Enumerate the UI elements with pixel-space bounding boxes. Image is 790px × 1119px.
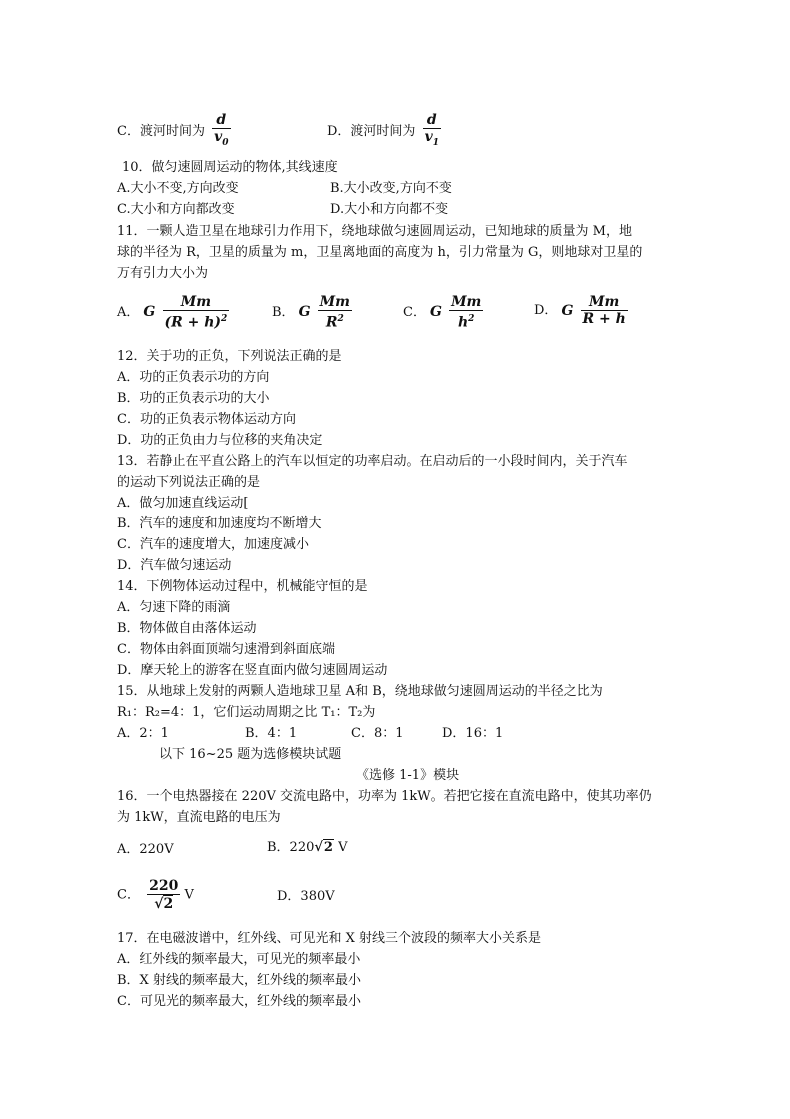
q9-d-numerator: d	[426, 112, 437, 128]
q11-d-denominator: R + h	[582, 311, 626, 327]
q9-option-c-label: C．渡河时间为	[117, 123, 205, 139]
q17-option-c: C．可见光的频率最大，红外线的频率最小	[117, 994, 361, 1009]
q16-stem-line2: 为 1kW，直流电路的电压为	[117, 810, 281, 825]
q12-option-d: D．功的正负由力与位移的夹角决定	[117, 433, 323, 448]
q13-stem-line2: 的运动下列说法正确的是	[117, 475, 261, 490]
q11-c-denominator	[449, 310, 483, 331]
q15-option-d: D．16：1	[442, 726, 504, 741]
q11-d-G: G	[561, 302, 574, 319]
q10-option-a: A.大小不变,方向改变	[117, 181, 239, 196]
q10-option-c: C.大小和方向都改变	[117, 202, 235, 217]
q9-d-denominator	[423, 128, 441, 151]
q9-option-c	[117, 112, 231, 151]
q12-option-a: A．功的正负表示功的方向	[117, 370, 270, 385]
q11-c-fraction	[449, 294, 483, 331]
q11-a-numerator: Mm	[180, 294, 212, 310]
q11-c-den-exp: 2	[468, 314, 475, 324]
q13-stem-line1: 13．若静止在平直公路上的汽车以恒定的功率启动。在启动后的一小段时间内，关于汽车	[117, 454, 628, 469]
q9-c-den-var: v	[214, 129, 223, 145]
q12-stem: 12．关于功的正负，下列说法正确的是	[117, 349, 342, 364]
elective-module-title: 《选修 1-1》模块	[356, 768, 460, 783]
q17-option-a: A．红外线的频率最大，可见光的频率最小	[117, 952, 361, 967]
q11-c-numerator: Mm	[451, 294, 482, 310]
q14-option-a: A．匀速下降的雨滴	[117, 600, 231, 615]
q15-option-a: A．2：1	[117, 726, 169, 741]
q11-a-fraction	[163, 294, 230, 331]
q11-b-den-base: R	[325, 314, 338, 331]
q9-c-numerator: d	[216, 112, 227, 128]
q11-c-den-base: h	[457, 314, 469, 331]
q14-option-c: C．物体由斜面顶端匀速滑到斜面底端	[117, 642, 335, 657]
q14-option-b: B．物体做自由落体运动	[117, 621, 257, 636]
q15-option-c: C．8：1	[351, 726, 404, 741]
q10-stem: 10．做匀速圆周运动的物体,其线速度	[122, 160, 338, 175]
q11-option-d	[534, 294, 628, 327]
q11-b-den-exp: 2	[337, 314, 344, 324]
q16-stem-line1: 16．一个电热器接在 220V 交流电路中，功率为 1kW。若把它接在直流电路中，使其功率仍	[117, 789, 652, 804]
q16-option-d: D．380V	[277, 889, 335, 904]
q11-b-numerator: Mm	[319, 294, 350, 310]
q11-a-den-exp: 2	[221, 314, 228, 324]
q9-d-den-sub: 1	[432, 137, 439, 148]
q11-b-fraction	[318, 294, 352, 331]
q9-option-c-fraction	[212, 112, 230, 151]
q11-option-a	[117, 294, 229, 331]
elective-section-note: 以下 16~25 题为选修模块试题	[159, 747, 342, 762]
q11-option-c	[403, 294, 483, 331]
q11-stem-line2: 球的半径为 R，卫星的质量为 m，卫星离地面的高度为 h，引力常量为 G，则地球对卫星的	[117, 245, 643, 260]
q16-c-unit: V	[184, 887, 194, 903]
q11-d-fraction	[581, 294, 628, 327]
q11-a-den-base: (R + h)	[164, 314, 222, 331]
q11-a-G: G	[143, 304, 156, 321]
q10-option-d: D.大小和方向都不变	[330, 202, 449, 217]
q11-a-denominator	[163, 310, 230, 331]
q16-b-sqrt: √2	[314, 840, 333, 855]
q11-option-b	[272, 294, 352, 331]
q11-b-denominator	[318, 310, 352, 331]
q11-c-label: C．	[403, 304, 426, 320]
q12-option-c: C．功的正负表示物体运动方向	[117, 412, 296, 427]
q16-c-denominator: √2	[147, 894, 180, 912]
q9-option-d-label: D．渡河时间为	[327, 123, 416, 139]
q16-option-b	[267, 838, 348, 858]
q11-stem-line1: 11．一颗人造卫星在地球引力作用下，绕地球做匀速圆周运动，已知地球的质量为 M，地	[117, 224, 632, 239]
q9-c-den-sub: 0	[222, 137, 229, 148]
q14-option-d: D．摩天轮上的游客在竖直面内做匀速圆周运动	[117, 663, 388, 678]
q16-c-numerator: 220	[149, 878, 179, 894]
q13-option-a: A．做匀加速直线运动[	[117, 496, 249, 511]
q9-c-denominator	[212, 128, 230, 151]
q15-stem-line1: 15．从地球上发射的两颗人造地球卫星 A和 B，绕地球做匀速圆周运动的半径之比为	[117, 684, 603, 699]
q16-c-fraction	[147, 878, 180, 912]
q11-b-label: B．	[272, 304, 295, 320]
q17-stem: 17．在电磁波谱中，红外线、可见光和 X 射线三个波段的频率大小关系是	[117, 931, 542, 946]
q9-option-d	[327, 112, 441, 151]
q16-c-label: C．	[117, 887, 140, 903]
q16-option-a: A．220V	[117, 842, 174, 857]
q16-option-c	[117, 878, 194, 912]
q16-b-radicand: 2	[323, 840, 333, 855]
q14-stem: 14．下例物体运动过程中，机械能守恒的是	[117, 579, 368, 594]
q11-d-numerator: Mm	[589, 294, 620, 310]
q13-option-c: C．汽车的速度增大，加速度减小	[117, 537, 309, 552]
q10-option-b: B.大小改变,方向不变	[330, 181, 452, 196]
q15-stem-line2: R₁：R₂=4：1，它们运动周期之比 T₁：T₂为	[117, 705, 376, 720]
q16-b-unit: V	[338, 840, 348, 855]
q17-option-b: B．X 射线的频率最大，红外线的频率最小	[117, 973, 361, 988]
q13-option-d: D．汽车做匀速运动	[117, 558, 232, 573]
q9-d-den-var: v	[424, 129, 433, 145]
q16-b-label: B．220	[267, 840, 315, 855]
q11-b-G: G	[298, 304, 311, 321]
q11-d-label: D．	[534, 303, 558, 318]
q11-stem-line3: 万有引力大小为	[117, 266, 209, 281]
q13-option-b: B．汽车的速度和加速度均不断增大	[117, 516, 322, 531]
q11-a-label: A．	[117, 304, 140, 320]
q9-option-d-fraction	[423, 112, 441, 151]
q15-option-b: B．4：1	[245, 726, 298, 741]
q12-option-b: B．功的正负表示功的大小	[117, 391, 270, 406]
q11-c-G: G	[429, 304, 442, 321]
q16-c-radicand: 2	[163, 896, 174, 912]
